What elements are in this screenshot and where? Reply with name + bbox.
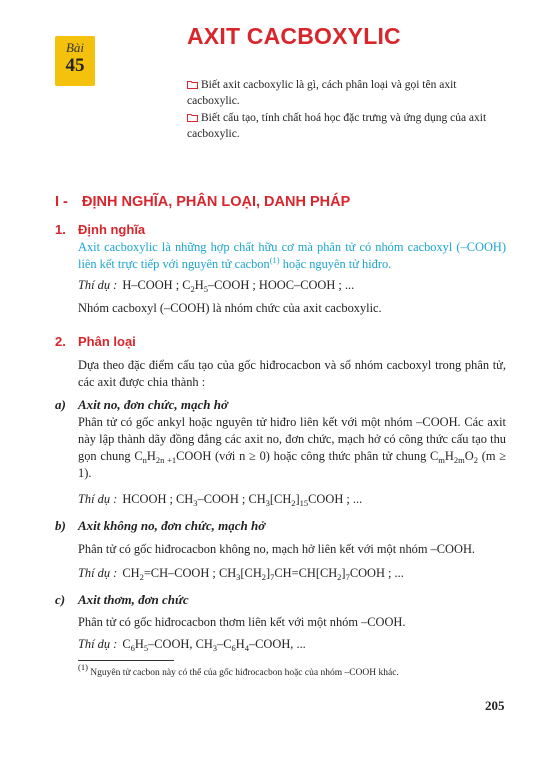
folder-icon xyxy=(187,80,198,89)
example-line: Thí dụ : $C_6H_5$–COOH, $CH_3-C_6H_4$–COOH, ... xyxy=(78,637,306,653)
lesson-objectives xyxy=(187,78,502,144)
note-text: Nhóm cacboxyl (–COOH) là nhóm chức của axit cacboxylic. xyxy=(78,301,382,315)
page-number: 205 xyxy=(485,698,505,713)
category-b-text: Phân tử có gốc hiđrocacbon không no, mạch hở liên kết với một nhóm –COOH. xyxy=(78,542,475,556)
classification-intro: Dựa theo đặc điểm cấu tạo của gốc hiđrocacbon và số nhóm cacboxyl trong phân tử, các axit được chia thành : xyxy=(78,358,506,389)
objective-item xyxy=(187,78,502,109)
category-title: Axit no, đơn chức, mạch hở xyxy=(78,397,228,412)
objective-item xyxy=(187,111,502,142)
objective-text: Biết axit cacboxylic là gì, cách phân loại và gọi tên axit cacboxylic. xyxy=(187,79,457,107)
example-line: Thí dụ : $CH_2=CH$–COOH ; $CH_3[CH_2]_7CH=CH[CH_2]_7COOH$ ; ... xyxy=(78,566,404,582)
footnote-marker: (1) xyxy=(78,662,88,672)
footnote-ref: (1) xyxy=(269,255,280,265)
category-heading xyxy=(55,397,228,413)
folder-icon xyxy=(187,113,198,122)
category-letter: c) xyxy=(55,592,66,607)
subsection-number: 1. xyxy=(55,222,66,237)
category-letter: b) xyxy=(55,518,66,533)
lesson-number: 45 xyxy=(65,55,85,76)
category-heading xyxy=(55,592,189,608)
example-label: Thí dụ : xyxy=(78,566,118,580)
category-heading xyxy=(55,518,265,534)
section-heading xyxy=(55,194,350,210)
subsection-number: 2. xyxy=(55,334,66,349)
example-line: Thí dụ : H–COOH ; $C_2H_5$–COOH ; HOOC–COOH ; ... xyxy=(78,278,355,294)
definition-text: Axit cacboxylic là những hợp chất hữu cơ mà phân tử có nhóm cacboxyl (–COOH) liên kết trực tiếp với nguyên tử cacbon$^{(1)}$ hoặc nguyên tử hiđro. xyxy=(78,240,506,271)
section-number: I - xyxy=(55,194,68,210)
footnote-text: Nguyên tử cacbon này có thể của gốc hiđrocacbon hoặc của nhóm –COOH khác. xyxy=(90,668,399,678)
example-label: Thí dụ : xyxy=(78,492,118,506)
lesson-badge xyxy=(55,36,95,86)
section-title: ĐỊNH NGHĨA, PHÂN LOẠI, DANH PHÁP xyxy=(82,194,351,210)
example-line: Thí dụ : HCOOH ; $CH_3$–COOH ; $CH_3[CH_2]_{15}COOH$ ; ... xyxy=(78,492,363,508)
subsection-heading xyxy=(55,222,145,237)
example-label: Thí dụ : xyxy=(78,278,118,292)
objective-text: Biết cấu tạo, tính chất hoá học đặc trưng và ứng dụng của axit cacboxylic. xyxy=(187,112,487,140)
footnote-divider xyxy=(78,660,174,661)
category-c-text: Phân tử có gốc hiđrocacbon thơm liên kết với một nhóm –COOH. xyxy=(78,615,406,629)
lesson-label: Bài xyxy=(65,40,85,55)
category-a-text: Phân tử có gốc ankyl hoặc nguyên tử hiđro liên kết với một nhóm –COOH. Các axit này lập thành dãy đồng đẳng các axit no, đơn chức, mạch hở có công thức cấu tạo thu gọn chung $C_nH_{2n +1}COOH$ (với n ≥ 0) hoặc công thức phân tử chung $C_mH_{2m}O_2$ (m ≥ 1). xyxy=(78,415,507,480)
subsection-heading xyxy=(55,334,136,349)
footnote xyxy=(78,662,399,678)
category-letter: a) xyxy=(55,397,66,412)
subsection-title: Định nghĩa xyxy=(78,222,146,237)
example-label: Thí dụ : xyxy=(78,637,118,651)
category-title: Axit không no, đơn chức, mạch hở xyxy=(78,518,266,533)
subsection-title: Phân loại xyxy=(78,334,136,349)
category-title: Axit thơm, đơn chức xyxy=(78,592,189,607)
page-title: AXIT CACBOXYLIC xyxy=(187,23,401,49)
